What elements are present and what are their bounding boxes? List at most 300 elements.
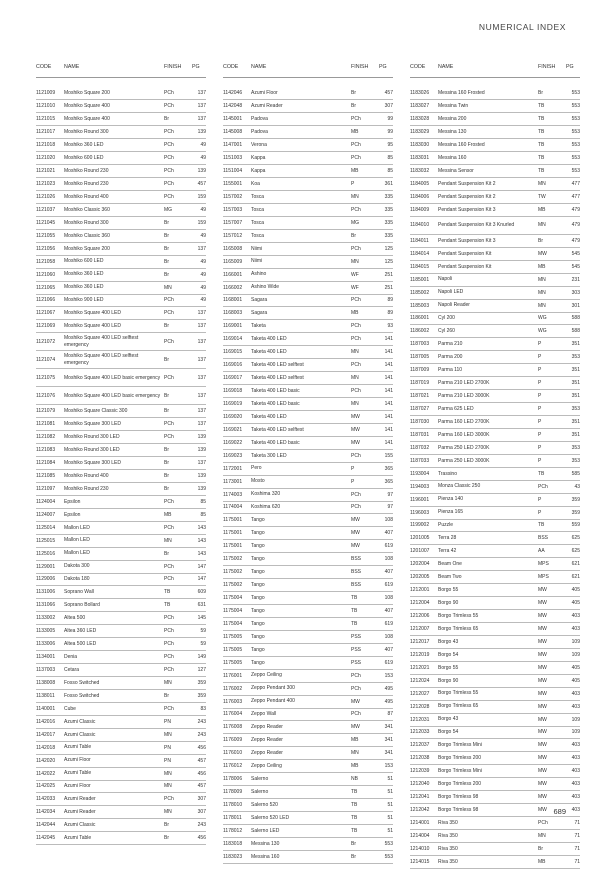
cell-finish: PCh	[164, 103, 174, 110]
cell-name: Pendant Suspension Kit 2	[438, 180, 496, 187]
cell-code: 1142045	[36, 835, 56, 842]
index-row	[223, 126, 393, 139]
cell-name: Borgo 54	[438, 651, 459, 658]
cell-finish: MW	[538, 807, 547, 814]
cell-name: Tango	[251, 568, 265, 575]
cell-finish: TW	[538, 193, 546, 200]
cell-finish: WG	[538, 328, 547, 335]
index-row	[223, 812, 393, 825]
cell-name: Taketa 400 LED basic	[251, 400, 300, 407]
cell-pg: 403	[571, 794, 580, 801]
cell-name: Sagara	[251, 310, 268, 317]
cell-pg: 97	[387, 504, 393, 511]
cell-pg: 139	[197, 434, 206, 441]
index-row	[223, 502, 393, 515]
index-row	[223, 657, 393, 670]
cell-code: 1121020	[36, 155, 56, 162]
index-row	[36, 651, 206, 664]
cell-name: Azumi Table	[64, 835, 92, 842]
cell-code: 1194003	[410, 483, 430, 490]
cell-pg: 125	[384, 258, 393, 265]
cell-name: Borgo Trimless 55	[438, 612, 479, 619]
cell-code: 1175001	[223, 517, 243, 524]
cell-name: Moshiko Square 400 LED	[64, 310, 121, 317]
cell-pg: 479	[571, 206, 580, 213]
cell-finish: P	[538, 406, 542, 413]
cell-pg: 301	[571, 302, 580, 309]
index-row	[410, 532, 580, 545]
index-row	[223, 773, 393, 786]
cell-code: 1121082	[36, 434, 56, 441]
cell-name: Messina Sensor	[438, 167, 474, 174]
cell-name: Parma 210 LED 3000K	[438, 392, 490, 399]
cell-pg: 137	[197, 338, 206, 345]
cell-finish: TB	[538, 116, 545, 123]
cell-finish: TB	[538, 470, 545, 477]
cell-name: Ashino	[251, 271, 267, 278]
cell-code: 1187027	[410, 406, 430, 413]
cell-code: 1131006	[36, 589, 56, 596]
cell-finish: P	[351, 181, 355, 188]
cell-name: Parma 625 LED	[438, 405, 474, 412]
index-row	[36, 165, 206, 178]
index-row	[223, 825, 393, 838]
cell-finish: PCh	[164, 181, 174, 188]
cell-pg: 93	[387, 323, 393, 330]
cell-name: Taketa 300 LED	[251, 452, 287, 459]
index-row	[410, 701, 580, 714]
cell-finish: P	[538, 444, 542, 451]
cell-pg: 341	[384, 750, 393, 757]
header-pg: PG	[566, 64, 574, 70]
cell-code: 1157007	[223, 219, 243, 226]
cell-pg: 545	[571, 263, 580, 270]
cell-pg: 137	[197, 356, 206, 363]
cell-finish: MN	[538, 181, 546, 188]
index-row	[410, 520, 580, 533]
index-row	[223, 230, 393, 243]
cell-name: Moshiko 900 LED	[64, 297, 104, 304]
index-row	[36, 755, 206, 768]
index-row	[410, 468, 580, 481]
cell-name: Messina 200	[438, 116, 467, 123]
cell-code: 1184015	[410, 263, 430, 270]
index-row	[223, 113, 393, 126]
cell-pg: 143	[197, 537, 206, 544]
cell-name: Borgo 43	[438, 716, 459, 723]
cell-name: Terra 28	[438, 535, 457, 542]
cell-pg: 95	[387, 142, 393, 149]
index-row	[223, 696, 393, 709]
cell-code: 1212028	[410, 703, 430, 710]
cell-name: Messina 130	[251, 840, 280, 847]
cell-name: Tosca	[251, 219, 265, 226]
cell-code: 1184014	[410, 250, 430, 257]
cell-finish: MB	[538, 858, 546, 865]
cell-pg: 403	[571, 613, 580, 620]
cell-pg: 407	[384, 530, 393, 537]
cell-pg: 85	[200, 511, 206, 518]
cell-finish: PCh	[351, 323, 361, 330]
cell-code: 1175005	[223, 633, 243, 640]
cell-name: Taketa 400 LED	[251, 349, 287, 356]
index-row	[36, 333, 206, 351]
cell-name: Altea 500	[64, 615, 86, 622]
cell-pg: 335	[384, 193, 393, 200]
cell-pg: 625	[571, 548, 580, 555]
cell-finish: MN	[538, 276, 546, 283]
cell-code: 1183027	[410, 103, 430, 110]
cell-finish: Br	[164, 245, 169, 252]
index-rows	[223, 88, 393, 864]
index-row	[223, 411, 393, 424]
header-finish: FINISH	[164, 64, 182, 70]
cell-finish: MW	[538, 651, 547, 658]
cell-code: 1121021	[36, 168, 56, 175]
cell-finish: PCh	[164, 193, 174, 200]
cell-name: Tango	[251, 594, 265, 601]
cell-pg: 303	[571, 289, 580, 296]
cell-code: 1142025	[36, 783, 56, 790]
cell-code: 1176003	[223, 698, 243, 705]
cell-pg: 553	[571, 103, 580, 110]
cell-code: 1151003	[223, 155, 243, 162]
index-row	[223, 514, 393, 527]
index-row	[223, 527, 393, 540]
cell-name: Messina Twin	[438, 103, 469, 110]
index-row	[223, 851, 393, 864]
cell-name: Trassino	[438, 470, 457, 477]
cell-pg: 141	[384, 336, 393, 343]
cell-finish: MN	[164, 809, 172, 816]
cell-pg: 99	[387, 129, 393, 136]
cell-code: 1168003	[223, 310, 243, 317]
cell-finish: P	[351, 465, 355, 472]
cell-pg: 457	[197, 181, 206, 188]
cell-name: Moshiko Square 200	[64, 90, 110, 97]
cell-code: 1133002	[36, 615, 56, 622]
cell-finish: MPS	[538, 561, 549, 568]
header-finish: FINISH	[351, 64, 369, 70]
cell-finish: BSS	[351, 569, 362, 576]
index-row	[223, 269, 393, 282]
cell-pg: 71	[574, 858, 580, 865]
cell-name: Zeppo Ceiling	[251, 763, 282, 770]
index-row	[410, 88, 580, 101]
index-row	[36, 716, 206, 729]
cell-code: 1178012	[223, 827, 243, 834]
cell-finish: MB	[351, 737, 359, 744]
cell-name: Azumi Reader	[64, 809, 96, 816]
index-row	[223, 100, 393, 113]
cell-name: Parma 210 LED 2700K	[438, 379, 490, 386]
cell-pg: 137	[197, 374, 206, 381]
cell-code: 1169017	[223, 375, 243, 382]
cell-code: 1121079	[36, 408, 56, 415]
cell-finish: MW	[538, 625, 547, 632]
cell-pg: 353	[571, 457, 580, 464]
cell-name: Azumi Table	[64, 744, 92, 751]
index-row	[410, 597, 580, 610]
cell-name: Moshiko Square 400	[64, 103, 110, 110]
cell-pg: 51	[387, 802, 393, 809]
cell-finish: PCh	[164, 524, 174, 531]
cell-name: Azumi Floor	[64, 783, 91, 790]
cell-name: Beam One	[438, 561, 462, 568]
cell-finish: MN	[538, 222, 546, 229]
cell-finish: PCh	[351, 711, 361, 718]
cell-finish: TB	[538, 522, 545, 529]
cell-code: 1124004	[36, 498, 56, 505]
cell-name: Borgo Trimless 65	[438, 625, 479, 632]
cell-name: Borgo 55	[438, 586, 459, 593]
cell-pg: 153	[384, 763, 393, 770]
cell-finish: PN	[164, 744, 171, 751]
index-row	[410, 649, 580, 662]
cell-name: Kappa	[251, 154, 266, 161]
cell-pg: 307	[197, 796, 206, 803]
index-row	[410, 178, 580, 191]
index-row	[410, 739, 580, 752]
header-pg: PG	[379, 64, 387, 70]
cell-name: Tango	[251, 517, 265, 524]
cell-name: Salerno 520 LED	[251, 814, 290, 821]
cell-code: 1183029	[410, 129, 430, 136]
cell-name: Puzzle	[438, 522, 454, 529]
cell-code: 1212007	[410, 625, 430, 632]
cell-pg: 43	[574, 483, 580, 490]
cell-name: Moshiko 360 LED	[64, 142, 104, 149]
cell-code: 1184005	[410, 181, 430, 188]
index-row	[223, 540, 393, 553]
cell-code: 1212041	[410, 794, 430, 801]
index-row	[36, 625, 206, 638]
cell-finish: PCh	[351, 206, 361, 213]
index-row	[36, 586, 206, 599]
cell-finish: PN	[164, 718, 171, 725]
cell-name: Azumi Table	[64, 770, 92, 777]
cell-pg: 351	[571, 431, 580, 438]
cell-name: Salerno LED	[251, 827, 280, 834]
cell-pg: 553	[571, 90, 580, 97]
cell-code: 1212031	[410, 716, 430, 723]
index-row	[410, 248, 580, 261]
cell-pg: 619	[384, 659, 393, 666]
cell-finish: AA	[538, 548, 545, 555]
cell-finish: TB	[164, 589, 171, 596]
cell-finish: MW	[538, 677, 547, 684]
cell-name: Moshiko Square 400 LED	[64, 323, 121, 330]
cell-pg: 403	[571, 742, 580, 749]
cell-finish: P	[351, 478, 355, 485]
cell-pg: 155	[384, 452, 393, 459]
cell-name: Borgo Trimless 65	[438, 703, 479, 710]
cell-name: Zeppo Reader	[251, 750, 283, 757]
cell-code: 1147001	[223, 142, 243, 149]
index-row	[410, 752, 580, 765]
cell-code: 1138008	[36, 679, 56, 686]
index-row	[36, 88, 206, 101]
cell-finish: Br	[164, 392, 169, 399]
index-row	[223, 838, 393, 851]
cell-pg: 141	[384, 349, 393, 356]
index-row	[36, 483, 206, 496]
cell-pg: 353	[571, 444, 580, 451]
cell-name: Tango	[251, 543, 265, 550]
cell-code: 1121010	[36, 103, 56, 110]
index-row	[36, 243, 206, 256]
cell-finish: MB	[351, 168, 359, 175]
index-row	[36, 806, 206, 819]
cell-pg: 585	[571, 470, 580, 477]
cell-name: Cube	[64, 705, 76, 712]
cell-code: 1196001	[410, 496, 430, 503]
cell-code: 1183031	[410, 155, 430, 162]
cell-name: Tango	[251, 633, 265, 640]
cell-name: Parma 160 LED 2700K	[438, 418, 490, 425]
cell-finish: TB	[164, 602, 171, 609]
cell-finish: PCh	[164, 421, 174, 428]
cell-finish: TB	[538, 129, 545, 136]
index-row	[410, 791, 580, 804]
cell-code: 1121074	[36, 356, 56, 363]
cell-code: 1121009	[36, 90, 56, 97]
cell-name: Pendant Suspension Kit	[438, 250, 492, 257]
cell-code: 1201007	[410, 548, 430, 555]
cell-finish: BSS	[538, 535, 549, 542]
index-row	[223, 747, 393, 760]
cell-pg: 141	[384, 375, 393, 382]
cell-pg: 621	[571, 561, 580, 568]
index-row	[223, 566, 393, 579]
cell-code: 1212006	[410, 613, 430, 620]
cell-finish: MN	[538, 832, 546, 839]
cell-name: Parma 110	[438, 367, 463, 374]
cell-pg: 456	[197, 770, 206, 777]
header-name: NAME	[438, 64, 454, 70]
cell-code: 1214001	[410, 820, 430, 827]
header-code: CODE	[36, 64, 52, 70]
cell-code: 1169001	[223, 323, 243, 330]
index-row	[223, 786, 393, 799]
cell-code: 1121045	[36, 219, 56, 226]
cell-pg: 99	[387, 116, 393, 123]
cell-name: Parma 210	[438, 341, 463, 348]
cell-name: Riva 350	[438, 832, 458, 839]
index-row	[410, 584, 580, 597]
cell-finish: PN	[164, 757, 171, 764]
cell-name: Kappa	[251, 167, 266, 174]
index-row	[410, 856, 580, 869]
cell-code: 1145001	[223, 116, 243, 123]
cell-finish: MG	[164, 206, 173, 213]
cell-pg: 588	[571, 328, 580, 335]
cell-name: Moshiko Square 400 LED selftest emergency	[64, 335, 139, 348]
cell-code: 1124007	[36, 511, 56, 518]
cell-finish: P	[538, 380, 542, 387]
index-row	[410, 113, 580, 126]
index-row	[223, 243, 393, 256]
cell-finish: TB	[538, 155, 545, 162]
cell-pg: 141	[384, 426, 393, 433]
cell-code: 1214010	[410, 845, 430, 852]
cell-finish: MW	[538, 742, 547, 749]
cell-pg: 307	[384, 103, 393, 110]
cell-pg: 231	[571, 276, 580, 283]
index-row	[223, 204, 393, 217]
index-row	[410, 351, 580, 364]
index-row	[36, 444, 206, 457]
index-row	[410, 152, 580, 165]
cell-name: Taketa 400 LED basic	[251, 387, 300, 394]
index-row	[36, 819, 206, 832]
index-row	[36, 832, 206, 845]
cell-pg: 559	[571, 522, 580, 529]
cell-code: 1212024	[410, 677, 430, 684]
cell-code: 1187019	[410, 380, 430, 387]
cell-code: 1169016	[223, 362, 243, 369]
cell-code: 1140001	[36, 705, 56, 712]
header-name: NAME	[64, 64, 80, 70]
cell-finish: TB	[351, 620, 358, 627]
cell-name: Azumi Classic	[64, 718, 96, 725]
index-row	[410, 235, 580, 248]
cell-pg: 251	[384, 271, 393, 278]
cell-code: 1187030	[410, 418, 430, 425]
cell-name: Moshiko Round 300	[64, 219, 109, 226]
cell-pg: 351	[571, 418, 580, 425]
cell-pg: 153	[384, 672, 393, 679]
cell-code: 1185002	[410, 289, 430, 296]
cell-code: 1121085	[36, 472, 56, 479]
cell-code: 1184010	[410, 222, 430, 229]
index-row	[410, 558, 580, 571]
cell-finish: TB	[351, 814, 358, 821]
cell-name: Mallon LED	[64, 524, 90, 531]
cell-code: 1178006	[223, 776, 243, 783]
cell-name: Taketa 400 LED	[251, 336, 287, 343]
index-row	[410, 636, 580, 649]
cell-pg: 403	[571, 755, 580, 762]
cell-pg: 49	[200, 206, 206, 213]
cell-code: 1121084	[36, 460, 56, 467]
cell-name: Soprano Wall	[64, 589, 94, 596]
index-row	[410, 287, 580, 300]
index-row	[36, 282, 206, 295]
cell-code: 1214004	[410, 832, 430, 839]
cell-pg: 108	[384, 556, 393, 563]
cell-name: Salerno	[251, 788, 269, 795]
cell-name: Riva 350	[438, 819, 458, 826]
cell-pg: 109	[571, 651, 580, 658]
cell-finish: PCh	[351, 336, 361, 343]
cell-pg: 351	[571, 367, 580, 374]
cell-name: Tango	[251, 620, 265, 627]
cell-code: 1199002	[410, 522, 430, 529]
cell-name: Dakota 180	[64, 576, 90, 583]
cell-finish: PCh	[351, 142, 361, 149]
cell-code: 1169020	[223, 413, 243, 420]
cell-name: Cyl 260	[438, 328, 455, 335]
index-row	[36, 418, 206, 431]
cell-pg: 403	[571, 807, 580, 814]
index-row	[36, 768, 206, 781]
cell-finish: TB	[538, 103, 545, 110]
cell-name: Messina 160 Frosted	[438, 142, 485, 149]
cell-pg: 588	[571, 315, 580, 322]
cell-name: Denia	[64, 653, 78, 660]
cell-code: 1121058	[36, 258, 56, 265]
